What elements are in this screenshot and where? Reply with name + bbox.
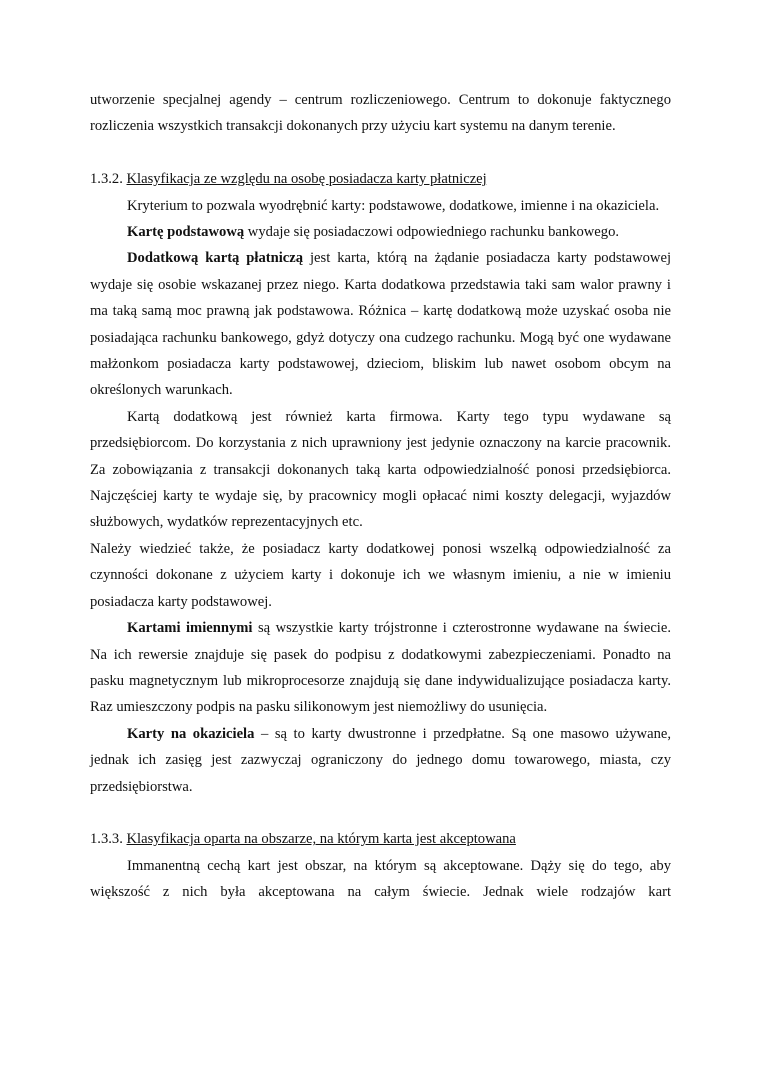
section-title: Klasyfikacja ze względu na osobę posiadacza karty płatniczej (126, 171, 487, 188)
paragraph: Kartami imiennymi są wszystkie karty trójstronne i czterostronne wydawane na świecie. Na ich rewersie znajduje się pasek do podpisu z dodatkowymi zabezpieczeniami. Ponadto na pasku magnetycznym lub mikroprocesorze znajdują się dane indywidualizujące posiadacza karty. Raz umieszczony podpis na pasku silikonowym jest niemożliwy do usunięcia. (90, 620, 671, 716)
bold-term: Karty na okaziciela (127, 725, 255, 742)
section-title: Klasyfikacja oparta na obszarze, na którym karta jest akceptowana (126, 831, 516, 848)
section-number: 1.3.2. (90, 171, 123, 188)
spacer (90, 140, 671, 166)
paragraph: Kryterium to pozwala wyodrębnić karty: podstawowe, dodatkowe, imienne i na okaziciela. (127, 197, 660, 214)
section-heading-1-3-2 (90, 166, 671, 192)
bold-term: Dodatkową kartą płatniczą (127, 250, 304, 267)
paragraph: Karty na okaziciela – są to karty dwustronne i przedpłatne. Są one masowo używane, jednak ich zasięg jest zazwyczaj ograniczony do jednego domu towarowego, miasta, czy przedsiębiorstwa. (90, 725, 671, 795)
paragraph: Dodatkową kartą płatniczą jest karta, którą na żądanie posiadacza karty podstawowej wydaje się osobie wskazanej przez niego. Karta dodatkowa przedstawia taki sam walor prawny i ma taką samą moc prawną jak podstawowa. Różnica – kartę dodatkową może uzyskać osoba nie posiadająca rachunku bankowego, gdyż dotyczy ona cudzego rachunku. Mogą być one wydawane małżonkom posiadacza karty podstawowej, dzieciom, bliskim lub nawet osobom obcym na określonych warunkach. (90, 250, 672, 399)
paragraph: Immanentną cechą kart jest obszar, na którym są akceptowane. Dąży się do tego, aby większość z nich była akceptowana na całym świecie. Jednak wiele rodzajów kart (90, 857, 671, 901)
section-number: 1.3.3. (90, 831, 123, 848)
bold-term: Kartę podstawową (127, 224, 245, 241)
paragraph: Należy wiedzieć także, że posiadacz karty dodatkowej ponosi wszelką odpowiedzialność za czynności dokonane z użyciem karty i dokonuje ich we własnym imieniu, a nie w imieniu posiadacza karty podstawowej. (90, 540, 671, 610)
spacer (90, 800, 671, 826)
paragraph: Kartę podstawową wydaje się posiadaczowi odpowiedniego rachunku bankowego. (127, 224, 620, 241)
bold-term: Kartami imiennymi (127, 620, 253, 637)
paragraph: Kartą dodatkową jest również karta firmowa. Karty tego typu wydawane są przedsiębiorcom. Do korzystania z nich uprawniony jest jedynie oznaczony na karcie pracownik. Za zobowiązania z transakcji dokonanych taką karta odpowiedzialność ponosi przedsiębiorca. Najczęściej karty te wydaje się, by pracownicy mogli opłacać nimi koszty delegacji, wyjazdów służbowych, wydatków reprezentacyjnych etc. (90, 408, 671, 531)
document-page (90, 87, 671, 906)
section-heading-1-3-3 (90, 826, 671, 852)
intro-paragraph: utworzenie specjalnej agendy – centrum rozliczeniowego. Centrum to dokonuje faktycznego rozliczenia wszystkich transakcji dokonanych przy użyciu kart systemu na danym terenie. (90, 92, 671, 135)
